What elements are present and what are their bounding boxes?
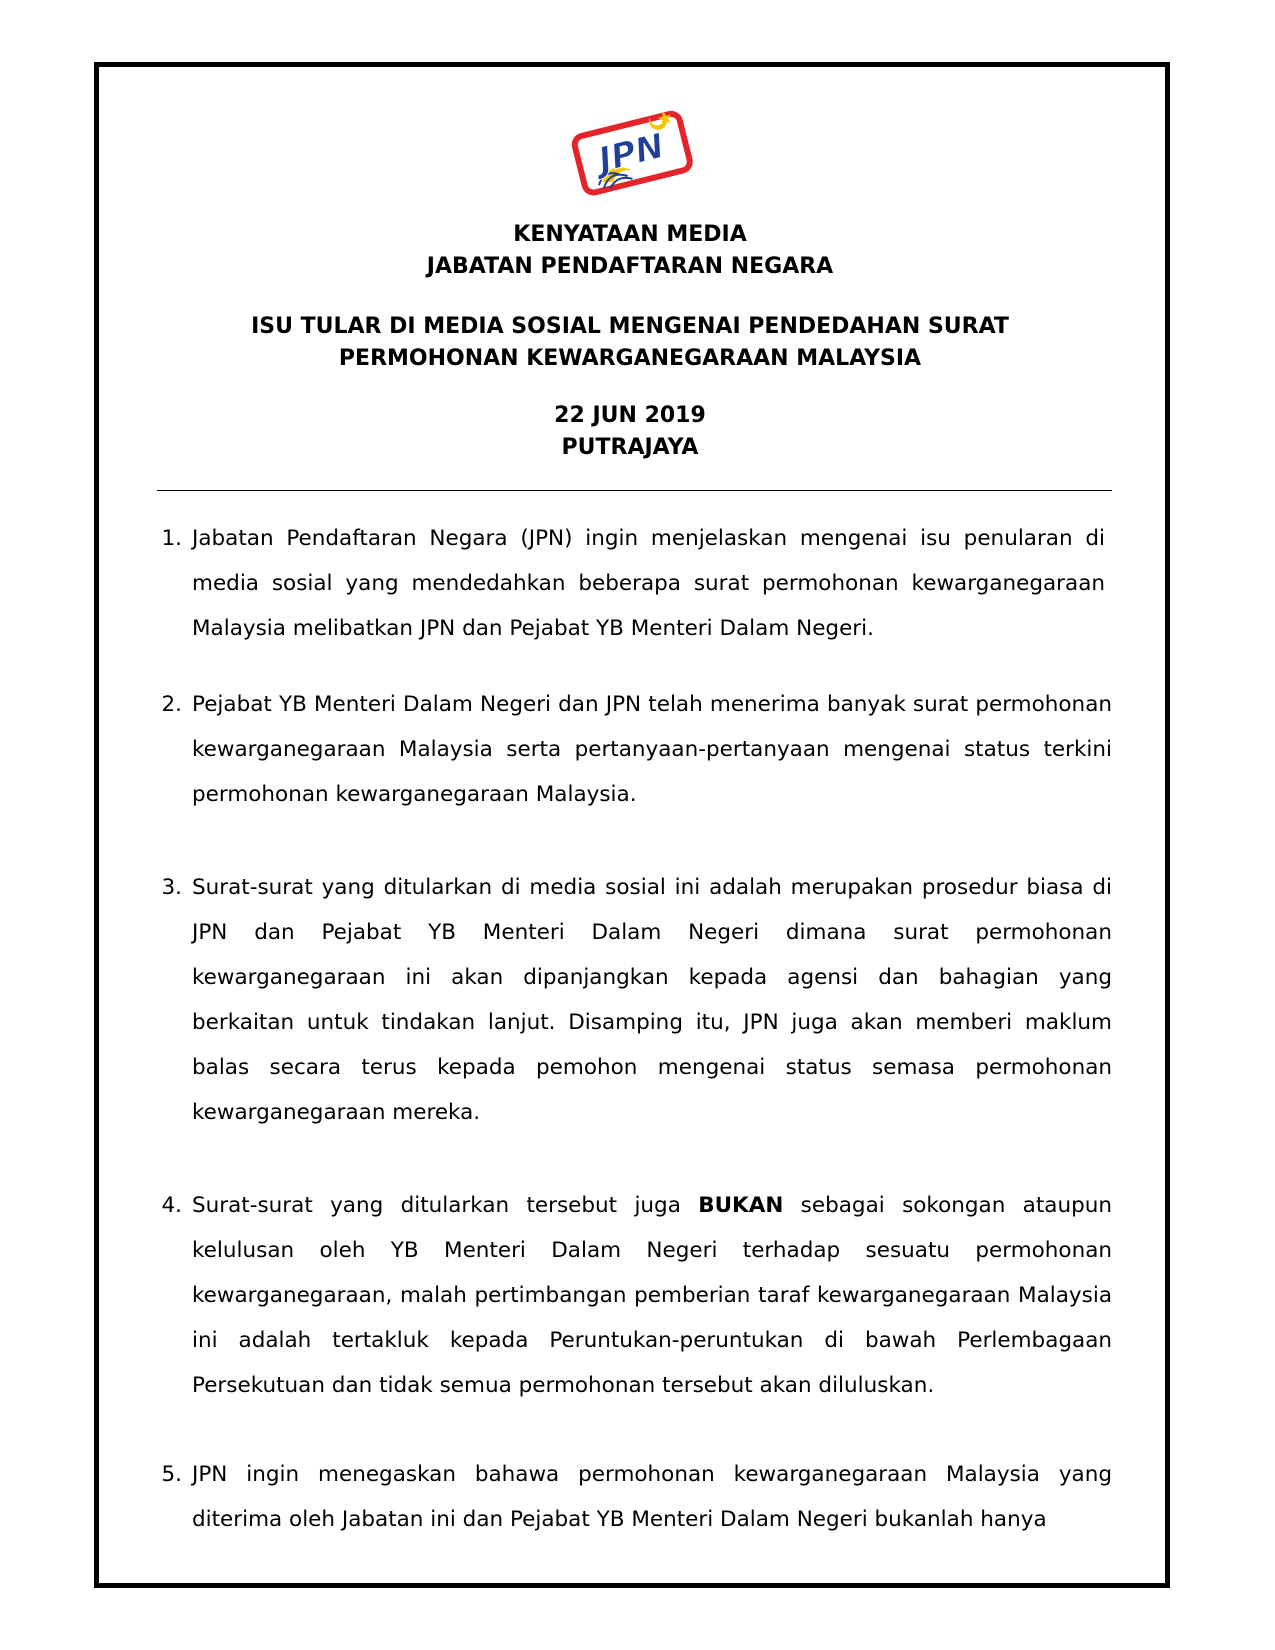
paragraph-number: 5. — [161, 1462, 182, 1487]
paragraph-text-before: Surat-surat yang ditularkan tersebut juga — [192, 1193, 699, 1218]
paragraph-4 — [150, 1183, 1112, 1408]
subject-line-1: ISU TULAR DI MEDIA SOSIAL MENGENAI PENDEDAHAN SURAT — [251, 314, 1009, 339]
dateline — [150, 400, 1110, 464]
paragraph-text-after: sebagai sokongan ataupun kelulusan oleh YB Menteri Dalam Negeri terhadap sesuatu permohonan kewarganegaraan, malah pertimbangan pemberian taraf kewarganegaraan Malaysia ini adalah tertakluk kepada Peruntukan-peruntukan di bawah Perlembagaan Persekutuan dan tidak semua permohonan tersebut akan diluluskan. — [192, 1193, 1112, 1398]
paragraph-number: 4. — [161, 1193, 182, 1218]
statement-date: 22 JUN 2019 — [554, 403, 706, 428]
statement-place: PUTRAJAYA — [561, 435, 699, 460]
paragraph-3 — [150, 865, 1112, 1135]
statement-subject — [150, 311, 1110, 375]
paragraph-5 — [150, 1452, 1112, 1542]
paragraph-2 — [150, 682, 1112, 817]
paragraph-text: Surat-surat yang ditularkan di media sosial ini adalah merupakan prosedur biasa di JPN dan Pejabat YB Menteri Dalam Negeri dimana surat permohonan kewarganegaraan ini akan dipanjangkan kepada agensi dan bahagian yang berkaitan untuk tindakan lanjut. Disamping itu, JPN juga akan memberi maklum balas secara terus kepada pemohon mengenai status semasa permohonan kewarganegaraan mereka. — [192, 875, 1112, 1125]
paragraph-number: 1. — [161, 526, 182, 551]
header-line-1: KENYATAAN MEDIA — [513, 222, 747, 247]
paragraph-number: 3. — [161, 875, 182, 900]
header-divider — [157, 490, 1112, 491]
emphasis-bukan: BUKAN — [698, 1193, 784, 1218]
paragraph-1 — [150, 516, 1105, 651]
paragraph-text: Pejabat YB Menteri Dalam Negeri dan JPN telah menerima banyak surat permohonan kewarganegaraan Malaysia serta pertanyaan-pertanyaan mengenai status terkini permohonan kewarganegaraan Malaysia. — [192, 692, 1112, 807]
paragraph-text: JPN ingin menegaskan bahawa permohonan kewarganegaraan Malaysia yang diterima oleh Jabatan ini dan Pejabat YB Menteri Dalam Negeri bukanlah hanya — [192, 1462, 1112, 1532]
jpn-logo — [568, 104, 698, 199]
header-line-2: JABATAN PENDAFTARAN NEGARA — [426, 254, 834, 279]
paragraph-text: Jabatan Pendaftaran Negara (JPN) ingin menjelaskan mengenai isu penularan di media sosial yang mendedahkan beberapa surat permohonan kewarganegaraan Malaysia melibatkan JPN dan Pejabat YB Menteri Dalam Negeri. — [192, 526, 1105, 641]
logo-text: JPN — [594, 126, 669, 181]
paragraph-number: 2. — [161, 692, 182, 717]
statement-header — [150, 219, 1110, 283]
paragraph-text — [192, 1183, 1112, 1408]
subject-line-2: PERMOHONAN KEWARGANEGARAAN MALAYSIA — [338, 346, 922, 371]
